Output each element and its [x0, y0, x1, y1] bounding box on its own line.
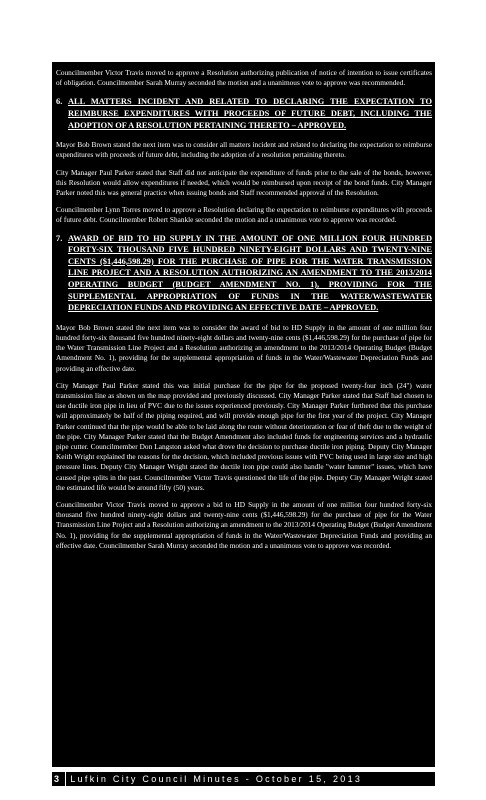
agenda-item-7-heading — [56, 233, 432, 314]
agenda-item-7-paragraph-2: City Manager Paul Parker stated this was initial purchase for the pipe for the proposed twenty-four inch (24") water transmission line as shown on the map provided and previously discussed. City Manager Parker stated that Staff had chosen to use ductile iron pipe in lieu of PVC due to the issues experienced previously. City Manager Parker furthered that this purchase will approximately be half of the piping required, and will provide enough pipe for the first year of the project. City Manager Parker continued that the pipe would be able to be laid along the route without deterioration or fear of theft due to the weight of the pipe. City Manager Parker stated that the Budget Amendment also included funds for engineering services and a hydraulic pipe cutter. Councilmember Don Langston asked what drove the decision to purchase ductile iron piping. Deputy City Manager Keith Wright explained the reasons for the decision, which included previous issues with PVC being used in large size and high pressure lines. Deputy City Manager Wright stated the ductile iron pipe could also handle "water hammer" issues, which have caused pipe splits in the past. Councilmember Victor Travis questioned the life of the pipe. Deputy City Manager Wright stated the estimated life would be around fifty (50) years. — [56, 380, 432, 492]
agenda-item-6-paragraph-2: City Manager Paul Parker stated that Staff did not anticipate the expenditure of funds prior to the sale of the bonds, however, this Resolution would allow expenditures if needed, which would be reimbursed upon receipt of the bond funds. City Manager Parker noted this was general practice when issuing bonds and Staff recommended approval of the Resolution. — [56, 167, 432, 197]
agenda-item-7-paragraph-3: Councilmember Victor Travis moved to approve a bid to HD Supply in the amount of one million four hundred forty-six thousand five hundred ninety-eight dollars and twenty-nine cents ($1,446,598.29) for the purchase of pipe for the Water Transmission Line Project and a Resolution authorizing an amendment to the 2013/2014 Operating Budget (Budget Amendment No. 1), providing for the supplemental appropriation of funds in the Water/Wastewater Depreciation Funds and providing an effective date. Councilmember Sarah Murray seconded the motion and a unanimous vote to approve was recorded. — [56, 500, 432, 550]
minutes-page — [52, 62, 435, 767]
agenda-item-7-paragraph-1: Mayor Bob Brown stated the next item was to consider the award of bid to HD Supply in the amount of one million four hundred forty-six thousand five hundred ninety-eight dollars and twenty-nine cents ($1,446,598.29) for the purchase of pipe for the Water Transmission Line Project and a Resolution authorizing an amendment to the 2013/2014 Operating Budget (Budget Amendment No. 1), providing for the supplemental appropriation of funds in the Water/Wastewater Depreciation Funds and providing an effective date. — [56, 322, 432, 373]
minutes-content — [56, 68, 432, 558]
agenda-item-6-heading — [56, 96, 432, 131]
agenda-item-title: ALL MATTERS INCIDENT AND RELATED TO DECLARING THE EXPECTATION TO REIMBURSE EXPENDITURES WITH PROCEEDS OF FUTURE DEBT, INCLUDING THE ADOPTION OF A RESOLUTION PERTAINING THERETO – APPROVED. — [68, 97, 432, 130]
footer-title: Lufkin City Council Minutes - October 15, 2013 — [70, 774, 363, 784]
agenda-item-number: 7. — [56, 233, 63, 243]
agenda-item-number: 6. — [56, 97, 63, 107]
agenda-item-title: AWARD OF BID TO HD SUPPLY IN THE AMOUNT OF ONE MILLION FOUR HUNDRED FORTY-SIX THOUSAND FIVE HUNDRED NINETY-EIGHT DOLLARS AND TWENTY-NINE CENTS ($1,446,598.29) FOR THE PURCHASE OF PIPE FOR THE WATER TRANSMISSION LINE PROJECT AND A RESOLUTION AUTHORIZING AN AMENDMENT TO THE 2013/2014 OPERATING BUDGET (BUDGET AMENDMENT NO. 1), PROVIDING FOR THE SUPPLEMENTAL APPROPRIATION OF FUNDS IN THE WATER/WASTEWATER DEPRECIATION FUNDS AND PROVIDING AN EFFECTIVE DATE – APPROVED. — [68, 233, 432, 313]
agenda-item-6-paragraph-1: Mayor Bob Brown stated the next item was to consider all matters incident and related to declaring the expectation to reimburse expenditures with proceeds of future debt, including the adoption of a resolution pertaining thereto. — [56, 140, 432, 160]
page-footer — [52, 772, 435, 786]
intro-paragraph: Councilmember Victor Travis moved to approve a Resolution authorizing publication of notice of intention to issue certificates of obligation. Councilmember Sarah Murray seconded the motion and a unanimous vote to approve was recommended. — [56, 68, 432, 88]
page-number: 3 — [52, 772, 66, 786]
agenda-item-6-paragraph-3: Councilmember Lynn Torres moved to approve a Resolution declaring the expectation to reimburse expenditures with proceeds of future debt. Councilmember Robert Shankle seconded the motion and a unanimous vote to approve was recorded. — [56, 205, 432, 225]
